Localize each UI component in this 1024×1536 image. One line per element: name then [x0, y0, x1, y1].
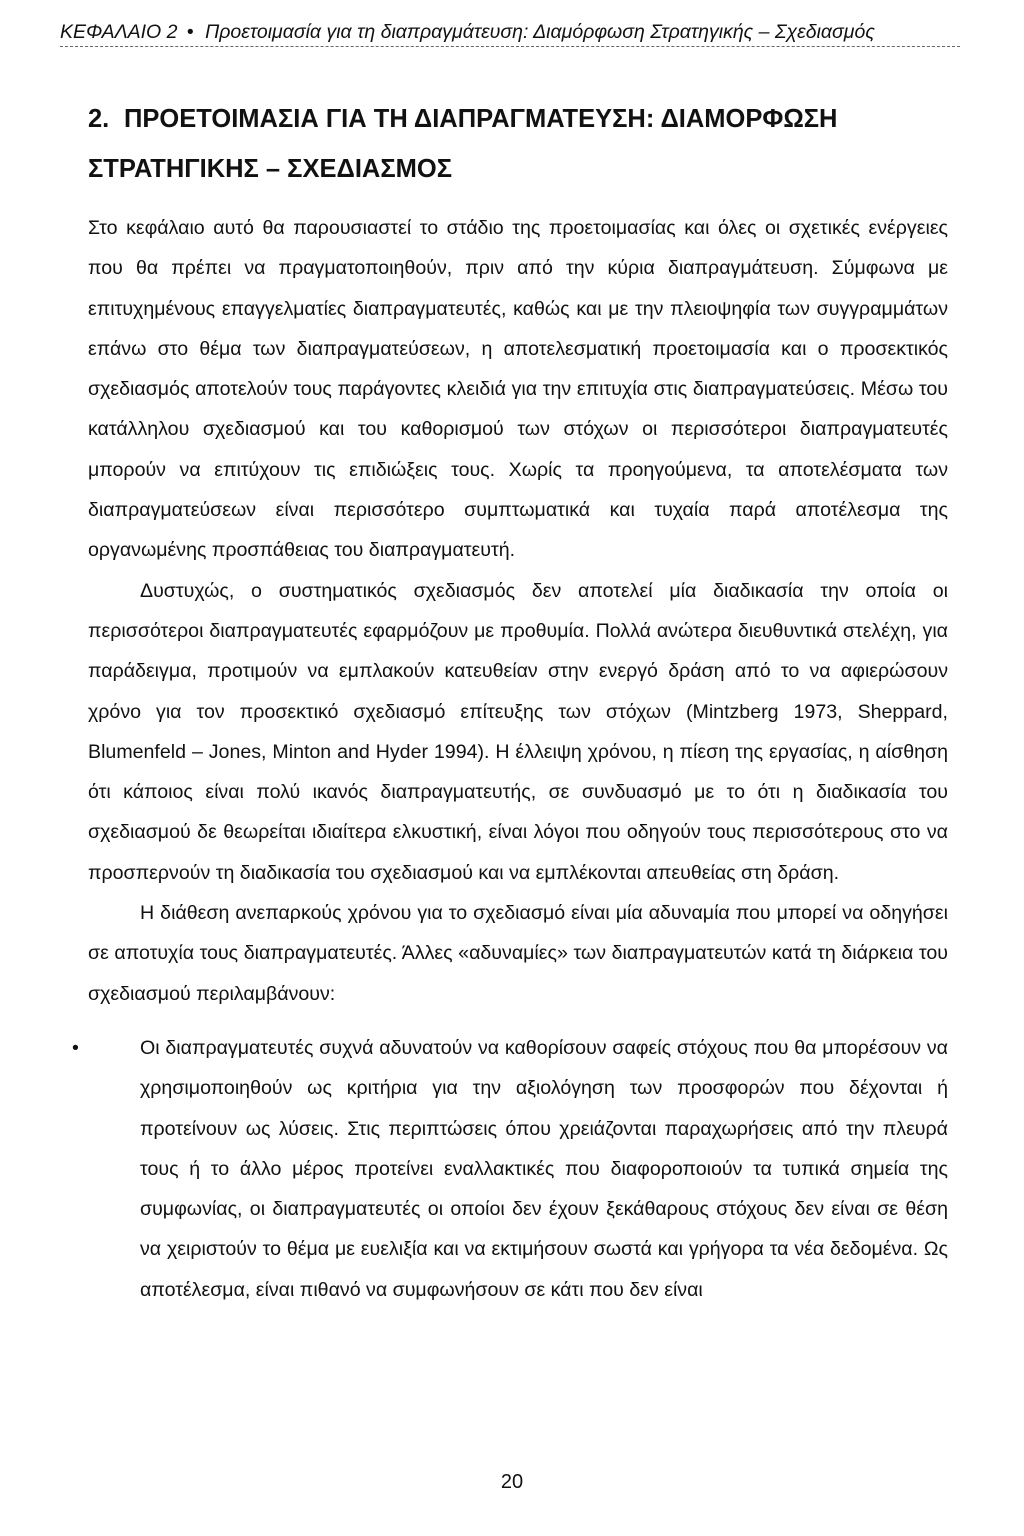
running-header	[60, 18, 960, 46]
chapter-title-text: ΠΡΟΕΤΟΙΜΑΣΙΑ ΓΙΑ ΤΗ ΔΙΑΠΡΑΓΜΑΤΕΥΣΗ: ΔΙΑΜΟΡΦΩΣΗ ΣΤΡΑΤΗΓΙΚΗΣ – ΣΧΕΔΙΑΣΜΟΣ	[88, 105, 838, 183]
paragraph-2: Δυστυχώς, ο συστηματικός σχεδιασμός δεν αποτελεί μία διαδικασία την οποία οι περισσότεροι διαπραγματευτές εφαρμόζουν με προθυμία. Πολλά ανώτερα διευθυντικά στελέχη, για παράδειγμα, προτιμούν να εμπλακούν κατευθείαν στην ενεργό δράση από το να αφιερώσουν χρόνο για τον προσεκτικό σχεδιασμό επίτευξης των στόχων (Mintzberg 1973, Sheppard, Blumenfeld – Jones, Minton and Hyder 1994). Η έλλειψη χρόνου, η πίεση της εργασίας, η αίσθηση ότι κάποιος είναι πολύ ικανός διαπραγματευτής, σε συνδυασμό με το ότι η διαδικασία του σχεδιασμού δε θεωρείται ιδιαίτερα ελκυστική, είναι λόγοι που οδηγούν τους περισσότερους στο να προσπερνούν τη διαδικασία του σχεδιασμού και να εμπλέκονται απευθείας στη δράση.	[88, 579, 948, 884]
list-item	[72, 1028, 948, 1310]
header-subtitle: Προετοιμασία για τη διαπραγμάτευση: Διαμόρφωση Στρατηγικής – Σχεδιασμός	[205, 21, 875, 43]
bullet-list	[72, 1028, 948, 1310]
page-number: 20	[500, 1471, 524, 1493]
header-chapter: ΚΕΦΑΛΑΙΟ 2	[60, 21, 178, 43]
chapter-number: 2.	[88, 105, 110, 133]
bullet-marker: •	[72, 1036, 79, 1059]
chapter-title	[88, 94, 948, 194]
paragraph-1: Στο κεφάλαιο αυτό θα παρουσιαστεί το στάδιο της προετοιμασίας και όλες οι σχετικές ενέργειες που θα πρέπει να πραγματοποιηθούν, πριν από την κύρια διαπραγμάτευση. Σύμφωνα με επιτυχημένους επαγγελματίες διαπραγματευτές, καθώς και με την πλειοψηφία των συγγραμμάτων επάνω στο θέμα των διαπραγματεύσεων, η αποτελεσματική προετοιμασία και ο προσεκτικός σχεδιασμός αποτελούν τους παράγοντες κλειδιά για την επιτυχία στις διαπραγματεύσεις. Μέσω του κατάλληλου σχεδιασμού και του καθορισμού των στόχων οι περισσότεροι διαπραγματευτές μπορούν να επιτύχουν τις επιδιώξεις τους. Χωρίς τα προηγούμενα, τα αποτελέσματα των διαπραγματεύσεων είναι περισσότερο συμπτωματικά και τυχαία παρά αποτέλεσμα της οργανωμένης προσπάθειας του διαπραγματευτή.	[88, 217, 948, 562]
header-separator: •	[186, 21, 194, 43]
header-divider	[60, 46, 960, 47]
list-item-text: Οι διαπραγματευτές συχνά αδυνατούν να καθορίσουν σαφείς στόχους που θα μπορέσουν να χρησιμοποιηθούν ως κριτήρια για την αξιολόγηση των προσφορών που δέχονται ή προτείνουν ως λύσεις. Στις περιπτώσεις όπου χρειάζονται παραχωρήσεις από την πλευρά τους ή το άλλο μέρος προτείνει εναλλακτικές που διαφοροποιούν τα τυπικά σημεία της συμφωνίας, οι διαπραγματευτές οι οποίοι δεν έχουν ξεκάθαρους στόχους δεν είναι σε θέση να χειριστούν το θέμα με ευελιξία και να εκτιμήσουν σωστά και γρήγορα τα νέα δεδομένα. Ως αποτέλεσμα, είναι πιθανό να συμφωνήσουν σε κάτι που δεν είναι	[140, 1036, 948, 1301]
body-text	[72, 208, 948, 1310]
paragraph-3: Η διάθεση ανεπαρκούς χρόνου για το σχεδιασμό είναι μία αδυναμία που μπορεί να οδηγήσει σε αποτυχία τους διαπραγματευτές. Άλλες «αδυναμίες» των διαπραγματευτών κατά τη διάρκεια του σχεδιασμού περιλαμβάνουν:	[88, 902, 948, 1005]
